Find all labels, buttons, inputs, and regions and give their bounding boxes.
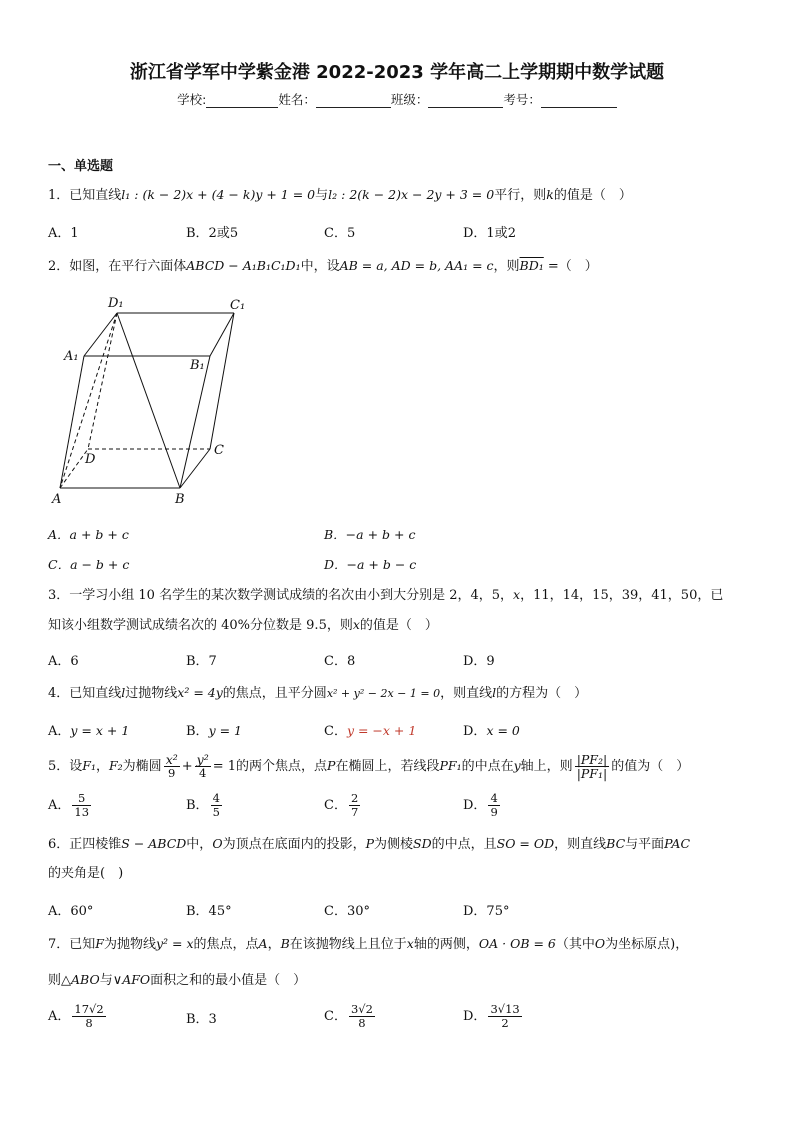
q7-mid3: 在该抛物线上且位于 [289, 937, 407, 952]
q4-tail: 的方程为（ ） [496, 686, 588, 701]
q2-option-c[interactable]: C．a − b + c [48, 557, 130, 572]
q5-comma: ， [95, 759, 109, 774]
q1-suffix: 平行，则 [494, 188, 547, 203]
q3-text-1b: ，11，14，15，39，41，50，已 [520, 588, 724, 603]
q7-opt-c-frac [349, 1003, 375, 1030]
question-1 [48, 180, 748, 211]
label-b1: B₁ [190, 358, 205, 373]
q5-frac-x-num: x² [165, 752, 178, 767]
q5-option-d[interactable] [463, 792, 502, 819]
q5-frac-y [195, 753, 211, 780]
q7-opt-d-num: 3√13 [490, 1002, 520, 1016]
q5-opt-c-num: 2 [350, 791, 359, 805]
q5-opt-a-frac [72, 792, 91, 819]
question-2 [48, 251, 748, 282]
q7-line2c: 面积之和的最小值是（ ） [150, 973, 307, 988]
number-blank[interactable] [541, 93, 617, 108]
edge-ad [60, 449, 88, 488]
q5-frac-y-den: 4 [199, 766, 207, 780]
class-label: 班级： [390, 92, 429, 107]
q5-ratio-num: |PF₂| [576, 752, 608, 767]
label-d: D [85, 452, 96, 467]
q6-prefix: 6．正四棱锥 [48, 837, 122, 852]
q1-prefix: 1．已知直线 [48, 188, 122, 203]
q1-line-l2: l₂ : 2(k − 2)x − 2y + 3 = 0 [328, 187, 495, 202]
q4-l-2: l [492, 685, 497, 700]
student-info-line [0, 90, 794, 108]
question-7-line-1 [48, 929, 748, 960]
name-blank[interactable] [316, 93, 391, 108]
q5-mid3: 在椭圆上，若线段 [335, 759, 440, 774]
label-a1: A₁ [64, 349, 79, 364]
q3-text-2b: 的值是（ ） [359, 618, 438, 633]
q2-vectors: AB = a, AD = b, AA₁ = c [339, 258, 494, 273]
number-label: 考号： [503, 92, 541, 107]
q5-frac-y-num: y² [196, 752, 209, 767]
edge-a1a [60, 356, 84, 488]
q5-f1: F₁ [82, 758, 96, 773]
q5-mid1: 为椭圆 [122, 759, 162, 774]
q5-opt-b-frac [211, 792, 222, 819]
q5-opt-d-den: 9 [490, 805, 498, 819]
q4-opt-a-math: y = x + 1 [70, 723, 130, 738]
q4-option-b[interactable] [186, 720, 242, 739]
q4-prefix: 4．已知直线 [48, 686, 122, 701]
q5-prefix: 5．设 [48, 759, 83, 774]
q7-a: A [258, 936, 268, 951]
q7-option-a[interactable] [48, 1003, 108, 1030]
q6-mid4: 的中点，且 [431, 837, 497, 852]
q5-frac-ratio [575, 753, 610, 780]
q5-seg: PF₁ [439, 758, 462, 773]
question-6-line-1 [48, 829, 748, 860]
q7-abo: ABO [71, 972, 100, 987]
q2-option-b[interactable]: B．−a + b + c [324, 527, 416, 542]
q5-opt-a-label: A． [48, 798, 71, 813]
q7-b: B [280, 936, 290, 951]
school-blank[interactable] [206, 93, 278, 108]
q7-comma: ， [267, 937, 281, 952]
q7-option-d[interactable] [463, 1003, 524, 1030]
q7-line2b: 与∨ [99, 973, 123, 988]
q2-tail: =（ ） [543, 259, 598, 274]
q6-p: P [365, 836, 374, 851]
q5-mid4: 的中点在 [461, 759, 514, 774]
q7-opt-c-num: 3√2 [350, 1002, 373, 1016]
q2-then: ，则 [493, 259, 520, 274]
q7-prefix: 7．已知 [48, 937, 96, 952]
q5-opt-c-den: 7 [350, 805, 359, 819]
q7-opt-d-den: 2 [501, 1016, 509, 1030]
q4-mid2: 的焦点，且平分圆 [222, 686, 327, 701]
page-title: 浙江省学军中学紫金港 2022-2023 学年高二上学期期中数学试题 [129, 62, 665, 83]
q6-mid5: ，则直线 [554, 837, 607, 852]
q6-mid1: 中， [186, 837, 213, 852]
q5-plus: + [181, 759, 193, 774]
q6-option-b[interactable]: B．45° [186, 904, 232, 919]
q4-opt-b-math: y = 1 [208, 723, 242, 738]
q4-circle: x² + y² − 2x − 1 = 0 [326, 687, 441, 700]
label-a: A [52, 492, 62, 507]
q4-mid1: 过抛物线 [125, 686, 178, 701]
q2-target: BD₁ [519, 258, 544, 273]
q7-option-c[interactable] [324, 1003, 377, 1030]
q3-option-c[interactable]: C．8 [324, 654, 356, 669]
q1-mid: 与 [315, 188, 329, 203]
q1-option-c[interactable]: C．5 [324, 226, 356, 241]
q7-f: F [95, 936, 104, 951]
label-c1: C₁ [230, 298, 246, 313]
q7-opt-d-label: D． [463, 1009, 487, 1024]
q5-opt-b-num: 4 [212, 791, 220, 805]
q4-opt-d-math: x = 0 [486, 723, 520, 738]
school-label: 学校: [177, 92, 207, 107]
q6-option-d[interactable]: D．75° [463, 904, 510, 919]
q5-p: P [327, 758, 336, 773]
q2-option-a[interactable]: A．a + b + c [48, 527, 129, 542]
q6-mid2: 为顶点在底面内的投影， [222, 837, 366, 852]
q5-opt-d-frac [488, 792, 499, 819]
question-4 [48, 678, 748, 709]
parallelepiped-figure [48, 293, 258, 511]
q7-line2a: 则△ [48, 973, 71, 988]
q5-opt-a-den: 13 [74, 805, 90, 819]
q7-opt-c-label: C． [324, 1009, 347, 1024]
q5-ratio-den: |PF₁| [576, 766, 608, 781]
q7-dot: OA · OB = 6 [478, 936, 556, 951]
q7-opt-a-num: 17√2 [74, 1002, 104, 1016]
q7-mid6: 为坐标原点)， [605, 937, 689, 952]
q3-x-2: x [352, 617, 360, 632]
segment-bd1 [117, 313, 180, 488]
q1-k: k [546, 187, 554, 202]
q7-mid1: 为抛物线 [103, 937, 156, 952]
q4-option-a[interactable] [48, 720, 129, 739]
section-heading: 一、单选题 [48, 159, 114, 174]
q5-opt-d-label: D． [463, 798, 487, 813]
q3-option-d[interactable]: D．9 [463, 654, 495, 669]
q5-opt-a-num: 5 [72, 792, 91, 806]
q3-option-b[interactable]: B．7 [186, 654, 217, 669]
q3-text-1: 3．一学习小组 10 名学生的某次数学测试成绩的名次由小到大分别是 2，4，5， [48, 588, 514, 603]
q6-pac: PAC [664, 836, 691, 851]
q6-o: O [212, 836, 223, 851]
question-3-line-2 [48, 610, 748, 641]
q5-mid5: 轴上，则 [520, 759, 573, 774]
q4-opt-c-label: C． [324, 724, 347, 739]
q5-eq: = 1 [212, 759, 237, 774]
q1-option-a[interactable]: A．1 [48, 226, 79, 241]
q7-mid4: 轴的两侧， [413, 937, 479, 952]
q5-opt-d-num: 4 [490, 791, 498, 805]
q5-y: y [513, 758, 521, 773]
q5-mid2: 的两个焦点，点 [236, 759, 328, 774]
name-label: 姓名： [278, 92, 316, 107]
q6-sd: SD [413, 836, 432, 851]
q5-frac-x-den: 9 [168, 766, 176, 780]
q6-bc: BC [606, 836, 626, 851]
question-6-line-2: 的夹角是( ) [48, 866, 124, 881]
q2-mid: 中，设 [300, 259, 340, 274]
q4-parabola: x² = 4y [177, 685, 223, 700]
q5-option-c[interactable] [324, 792, 362, 819]
q4-l: l [121, 685, 126, 700]
q1-option-d[interactable]: D．1或2 [463, 226, 516, 241]
label-d1: D₁ [108, 296, 124, 311]
q5-frac-x [164, 753, 180, 780]
q3-x: x [513, 587, 521, 602]
q2-solid: ABCD − A₁B₁C₁D₁ [186, 258, 301, 273]
q5-option-a[interactable] [48, 792, 93, 819]
q5-opt-c-label: C． [324, 798, 347, 813]
q7-mid5: （其中 [555, 937, 595, 952]
q7-opt-a-frac [72, 1003, 105, 1030]
edge-c1c [210, 313, 234, 449]
q1-option-b[interactable]: B．2或5 [186, 226, 239, 241]
q4-option-d[interactable] [463, 720, 520, 739]
q3-option-a[interactable]: A．6 [48, 654, 79, 669]
q3-text-2: 知该小组数学测试成绩名次的 40%分位数是 9.5，则 [48, 618, 353, 633]
q7-opt-d-frac [488, 1003, 521, 1030]
edge-d1d [88, 313, 117, 449]
q2-option-d[interactable]: D．−a + b − c [324, 557, 417, 572]
q4-opt-d-label: D． [463, 724, 487, 739]
q4-option-c[interactable] [324, 720, 416, 739]
label-b: B [175, 492, 185, 507]
q4-opt-c-math: y = −x + 1 [346, 723, 417, 738]
q4-opt-b-label: B． [186, 724, 209, 739]
q6-cond: SO = OD [496, 836, 555, 851]
q5-opt-c-frac [349, 792, 360, 819]
q7-o: O [594, 936, 606, 951]
q5-opt-b-label: B． [186, 798, 209, 813]
q6-option-a[interactable]: A．60° [48, 904, 94, 919]
question-5 [48, 751, 748, 782]
q6-pyr: S − ABCD [121, 836, 187, 851]
q5-option-b[interactable] [186, 792, 224, 819]
q7-mid2: 的焦点，点 [193, 937, 259, 952]
q4-mid3: ，则直线 [440, 686, 493, 701]
q6-mid6: 与平面 [625, 837, 665, 852]
q7-opt-a-label: A． [48, 1009, 71, 1024]
q5-opt-b-den: 5 [212, 805, 220, 819]
q6-mid3: 为侧棱 [374, 837, 414, 852]
q2-prefix: 2．如图，在平行六面体 [48, 259, 187, 274]
q7-option-b[interactable]: B．3 [186, 1012, 217, 1027]
q1-tail: 的值是（ ） [553, 188, 632, 203]
q4-opt-a-label: A． [48, 724, 71, 739]
q5-f2: F₂ [108, 758, 123, 773]
q7-x: x [406, 936, 414, 951]
question-3-line-1 [48, 580, 748, 611]
q7-opt-a-den: 8 [85, 1016, 93, 1030]
q7-parab: y² = x [155, 936, 194, 951]
class-blank[interactable] [428, 93, 503, 108]
q1-line-l1: l₁ : (k − 2)x + (4 − k)y + 1 = 0 [121, 187, 316, 202]
q7-opt-c-den: 8 [358, 1016, 366, 1030]
label-c: C [214, 443, 224, 458]
q5-tail: 的值为（ ） [611, 759, 690, 774]
q7-afo: AFO [122, 972, 151, 987]
question-7-line-2 [48, 965, 748, 996]
q6-option-c[interactable]: C．30° [324, 904, 370, 919]
